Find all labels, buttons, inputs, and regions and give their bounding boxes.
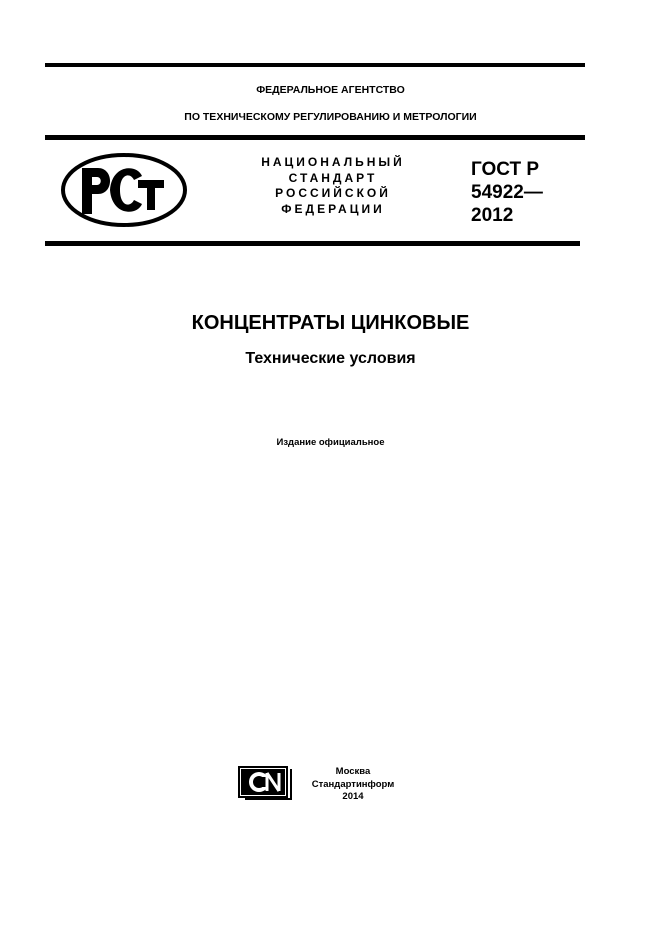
agency-line-2: ПО ТЕХНИЧЕСКОМУ РЕГУЛИРОВАНИЮ И МЕТРОЛОГИИ (184, 111, 477, 123)
standartinform-logo-icon (237, 763, 293, 803)
document-title: КОНЦЕНТРАТЫ ЦИНКОВЫЕ (191, 312, 470, 334)
designation-line-1: ГОСТ Р (471, 159, 540, 180)
standard-type (238, 155, 428, 217)
header-rule (45, 135, 585, 140)
bottom-header-rule (45, 241, 580, 246)
publisher-name: Стандартинформ (311, 778, 395, 790)
standard-designation (471, 158, 543, 227)
publisher-city: Москва (335, 766, 371, 777)
agency-line-1: ФЕДЕРАЛЬНОЕ АГЕНТСТВО (256, 84, 405, 96)
publisher-info (298, 766, 408, 804)
designation-line-3: 2012 (471, 205, 514, 226)
standard-type-line-4: ФЕДЕРАЦИИ (281, 201, 385, 216)
standard-type-line-1: НАЦИОНАЛЬНЫЙ (261, 155, 405, 169)
rst-certification-mark-icon (60, 152, 188, 228)
edition-note: Издание официальное (276, 437, 385, 448)
standard-type-line-2: СТАНДАРТ (288, 170, 378, 185)
document-subtitle: Технические условия (245, 350, 416, 367)
standard-type-line-3: РОССИЙСКОЙ (275, 186, 391, 200)
designation-line-2: 54922— (471, 182, 543, 203)
publisher-year: 2014 (342, 791, 364, 802)
top-rule (45, 63, 585, 67)
